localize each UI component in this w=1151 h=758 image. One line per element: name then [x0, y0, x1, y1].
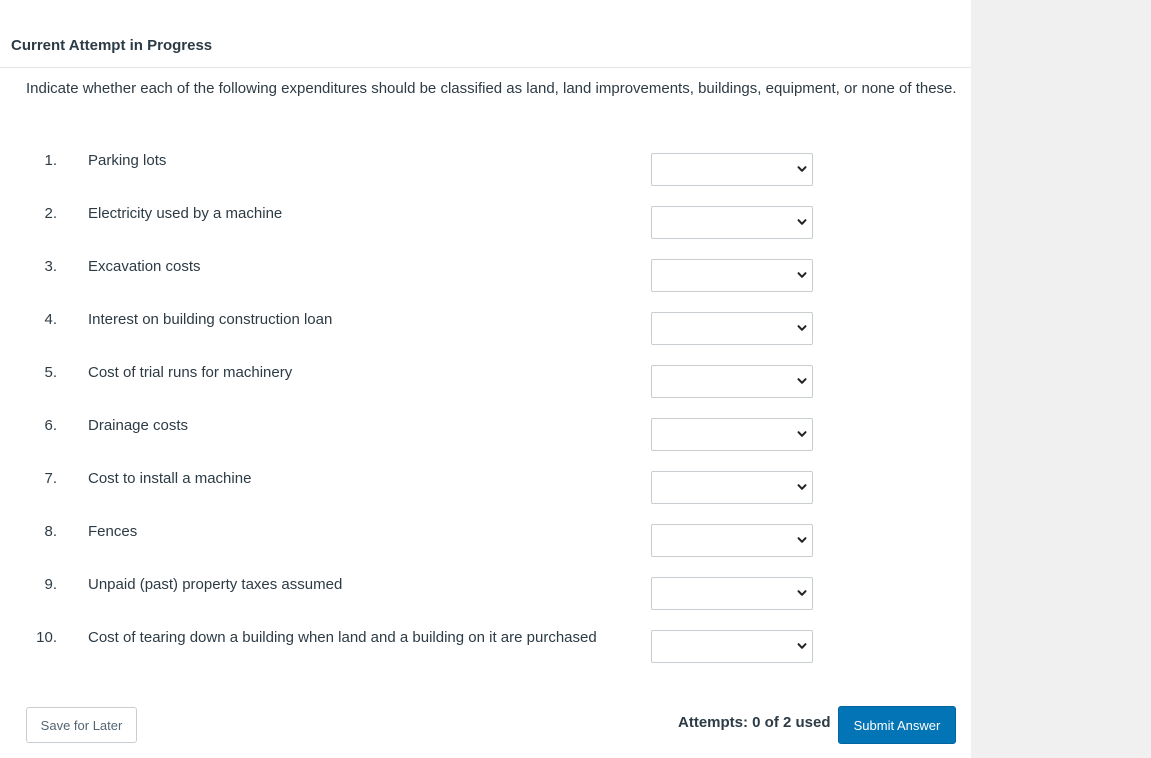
page-title: Current Attempt in Progress	[11, 37, 213, 54]
question-number: 2.	[44, 205, 57, 222]
question-instructions: Indicate whether each of the following expenditures should be classified as land, land improvements, buildings, equipment, or none of these.	[26, 80, 957, 97]
question-text: Cost of tearing down a building when land and a building on it are purchased	[88, 629, 597, 646]
question-text: Fences	[88, 523, 138, 540]
chevron-down-icon	[797, 429, 807, 439]
question-number: 7.	[44, 470, 57, 487]
chevron-down-icon	[797, 535, 807, 545]
question-number: 4.	[44, 311, 57, 328]
classification-dropdown[interactable]	[651, 630, 813, 663]
submit-answer-button[interactable]: Submit Answer	[838, 706, 956, 744]
question-row	[0, 145, 971, 198]
question-row	[0, 357, 971, 410]
question-text: Parking lots	[88, 152, 167, 169]
question-text: Interest on building construction loan	[88, 311, 333, 328]
chevron-down-icon	[797, 482, 807, 492]
chevron-down-icon	[797, 323, 807, 333]
question-number: 5.	[44, 364, 57, 381]
attempt-header	[0, 0, 971, 68]
chevron-down-icon	[797, 270, 807, 280]
chevron-down-icon	[797, 217, 807, 227]
classification-dropdown[interactable]	[651, 418, 813, 451]
chevron-down-icon	[797, 164, 807, 174]
question-text: Drainage costs	[88, 417, 189, 434]
question-row	[0, 304, 971, 357]
attempts-counter: Attempts: 0 of 2 used	[678, 714, 831, 731]
classification-dropdown[interactable]	[651, 153, 813, 186]
question-number: 1.	[44, 152, 57, 169]
classification-dropdown[interactable]	[651, 259, 813, 292]
chevron-down-icon	[797, 641, 807, 651]
classification-dropdown[interactable]	[651, 471, 813, 504]
question-number: 3.	[44, 258, 57, 275]
chevron-down-icon	[797, 376, 807, 386]
question-row	[0, 410, 971, 463]
right-gutter	[971, 0, 1151, 758]
question-row	[0, 198, 971, 251]
classification-dropdown[interactable]	[651, 365, 813, 398]
question-row	[0, 516, 971, 569]
question-number: 8.	[44, 523, 57, 540]
classification-dropdown[interactable]	[651, 524, 813, 557]
question-text: Electricity used by a machine	[88, 205, 283, 222]
question-text: Unpaid (past) property taxes assumed	[88, 576, 343, 593]
classification-dropdown[interactable]	[651, 577, 813, 610]
classification-dropdown[interactable]	[651, 312, 813, 345]
question-text: Cost to install a machine	[88, 470, 252, 487]
question-row	[0, 251, 971, 304]
question-row	[0, 622, 971, 675]
question-row	[0, 463, 971, 516]
classification-dropdown[interactable]	[651, 206, 813, 239]
save-for-later-button[interactable]: Save for Later	[26, 707, 137, 743]
question-text: Cost of trial runs for machinery	[88, 364, 293, 381]
question-text: Excavation costs	[88, 258, 201, 275]
question-number: 6.	[44, 417, 57, 434]
question-number: 10.	[36, 629, 57, 646]
chevron-down-icon	[797, 588, 807, 598]
question-row	[0, 569, 971, 622]
question-number: 9.	[44, 576, 57, 593]
